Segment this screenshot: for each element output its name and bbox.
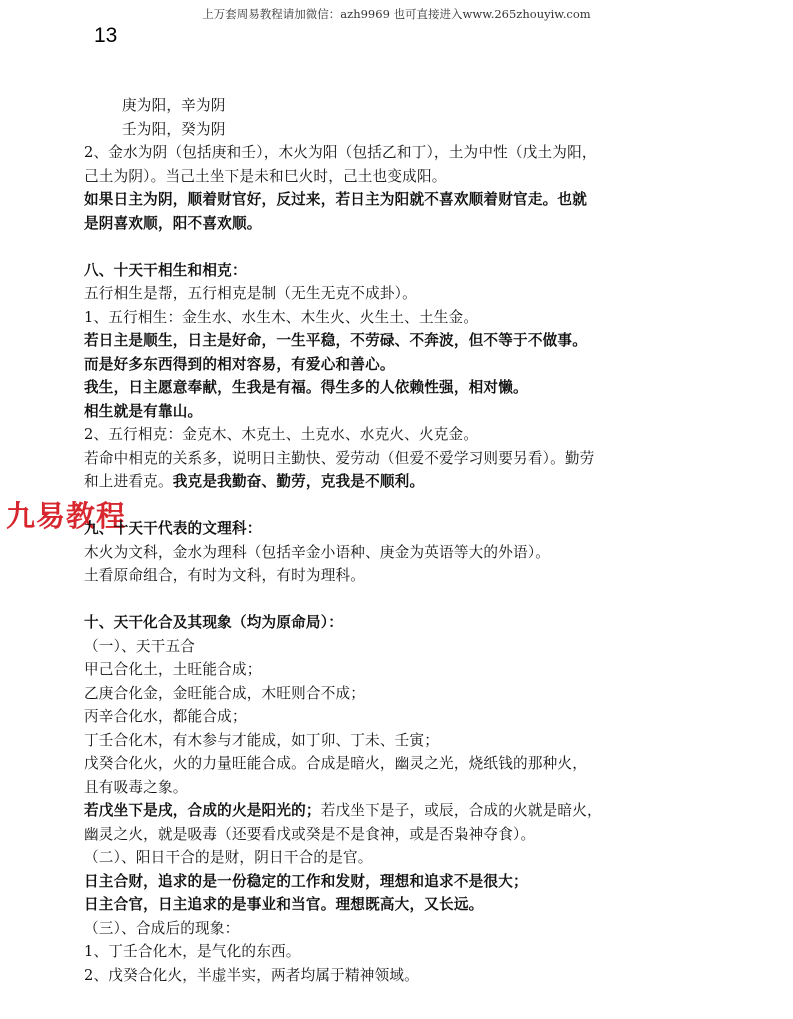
bold-text-line: 如果日主为阴，顺着财官好，反过来，若日主为阳就不喜欢顺着财官走。也就 xyxy=(84,191,587,208)
text-line: 2、戊癸合化火，半虚半实，两者均属于精神领域。 xyxy=(84,966,419,984)
side-watermark: 九易教程 xyxy=(6,499,127,533)
section-heading-8: 八、十天干相生和相克： xyxy=(84,261,247,279)
text-line: （一）、天干五合 xyxy=(84,637,196,655)
text-line: 乙庚合化金，金旺能合成，木旺则合不成； xyxy=(84,684,366,702)
bold-text-span: 若戊坐下是戌，合成的火是阳光的； xyxy=(84,802,321,819)
text-line: 五行相生是帮，五行相克是制（无生无克不成卦）。 xyxy=(84,285,417,302)
bold-text-line: 若日主是顺生，日主是好命，一生平稳，不劳碌、不奔波，但不等于不做事。 xyxy=(84,332,587,349)
text-line: 戊癸合化火，火的力量旺能合成。合成是暗火，幽灵之光，烧纸钱的那种火， xyxy=(84,755,587,772)
text-line: 2、五行相克：金克木、木克土、土克水、水克火、火克金。 xyxy=(84,426,479,443)
bold-text-line: 日主合官，日主追求的是事业和当官。理想既高大，又长远。 xyxy=(84,896,484,913)
bold-text-span: 我克是我勤奋、勤劳，克我是不顺利。 xyxy=(172,473,425,490)
text-span: 若戊坐下是子，或辰，合成的火就是暗火， xyxy=(320,802,602,819)
bold-text-line: 日主合财，追求的是一份稳定的工作和发财，理想和追求不是很大； xyxy=(84,872,528,890)
spacer xyxy=(84,235,724,259)
text-line: 壬为阳，癸为阴 xyxy=(122,120,226,138)
text-line: 若命中相克的关系多，说明日主勤快、爱劳动（但爱不爱学习则要另看）。勤劳 xyxy=(84,449,595,467)
document-body xyxy=(84,94,724,987)
text-line: 且有吸毒之象。 xyxy=(84,778,188,796)
text-line: （三）、合成后的现象： xyxy=(84,919,240,937)
bold-text-line: 我生，日主愿意奉献，生我是有福。得生多的人依赖性强，相对懒。 xyxy=(84,379,528,396)
text-line xyxy=(84,470,724,494)
text-line: 丁壬合化木，有木参与才能成，如丁卯、丁未、壬寅； xyxy=(84,731,440,749)
bold-text-line: 是阴喜欢顺，阳不喜欢顺。 xyxy=(84,214,262,232)
bold-text-line: 相生就是有靠山。 xyxy=(84,402,203,420)
section-heading-10: 十、天干化合及其现象（均为原命局）： xyxy=(84,614,343,631)
text-line: 1、丁壬合化木，是气化的东西。 xyxy=(84,943,301,960)
text-line: 甲己合化土，土旺能合成； xyxy=(84,661,262,678)
text-line: 幽灵之火，就是吸毒（还要看戊或癸是不是食神，或是否枭神夺食）。 xyxy=(84,825,536,843)
spacer xyxy=(84,494,724,518)
text-line: 丙辛合化水，都能合成； xyxy=(84,708,247,725)
page-number: 13 xyxy=(94,24,118,47)
spacer xyxy=(84,588,724,612)
text-line: （二）、阳日干合的是财，阴日干合的是官。 xyxy=(84,849,373,866)
text-line: 己土为阴）。当己土坐下是未和巳火时，己土也变成阳。 xyxy=(84,167,447,185)
text-span: 和上进看克。 xyxy=(84,473,173,490)
text-line: 2、金水为阴（包括庚和壬），木火为阳（包括乙和丁），土为中性（戊土为阳， xyxy=(84,144,597,161)
bold-text-line: 而是好多东西得到的相对容易，有爱心和善心。 xyxy=(84,355,395,373)
text-line: 木火为文科，金水为理科（包括辛金小语种、庚金为英语等大的外语）。 xyxy=(84,543,551,561)
section-heading-9: 九、十天干代表的文理科： xyxy=(84,520,262,537)
text-line: 庚为阳，辛为阴 xyxy=(122,97,226,114)
text-line xyxy=(84,799,724,823)
text-line: 1、五行相生：金生水、水生木、木生火、火生土、土生金。 xyxy=(84,308,479,326)
text-line: 土看原命组合，有时为文科，有时为理科。 xyxy=(84,567,366,584)
header-watermark-text: 上万套周易教程请加微信：azh9969 也可直接进入www.265zhouyiw.com xyxy=(202,7,591,21)
